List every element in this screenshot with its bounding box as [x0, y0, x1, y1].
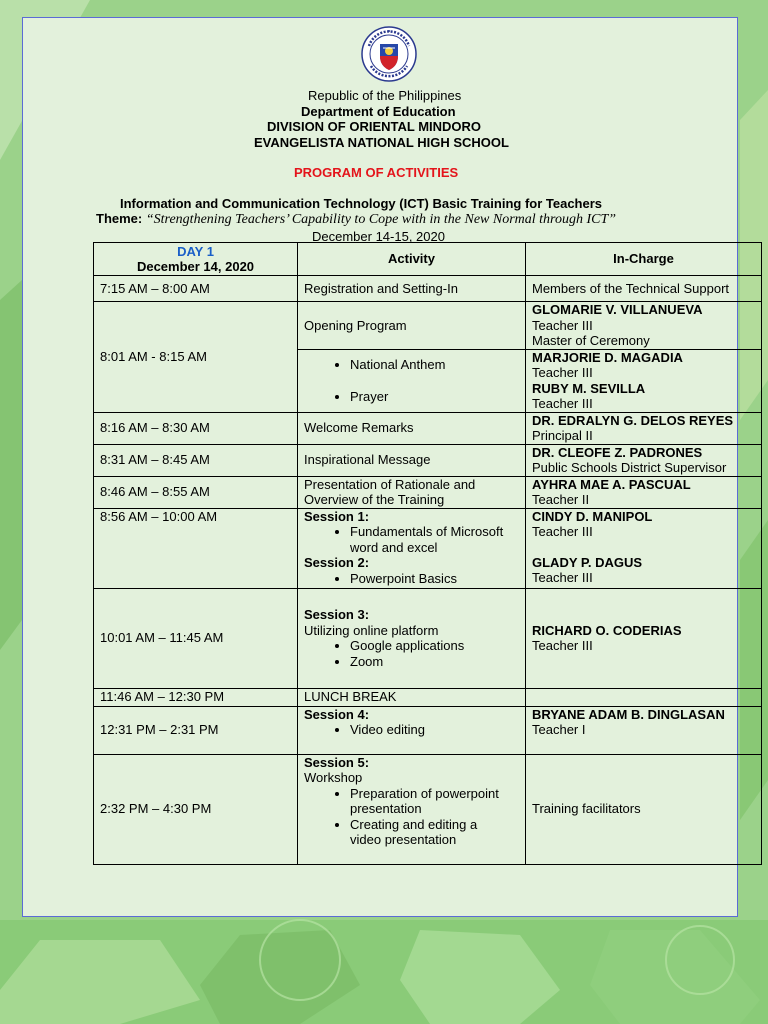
time-cell: 8:56 AM – 10:00 AM: [94, 508, 298, 588]
session-items: [304, 638, 519, 669]
incharge-cell: [526, 508, 762, 588]
table-row: [94, 754, 762, 864]
time-cell: 8:46 AM – 8:55 AM: [94, 476, 298, 508]
activity-cell: Opening Program: [298, 302, 526, 350]
incharge-position: Teacher III: [532, 365, 593, 380]
incharge-cell: [526, 476, 762, 508]
incharge-name: RICHARD O. CODERIAS: [532, 622, 682, 638]
incharge-name: AYHRA MAE A. PASCUAL: [532, 476, 691, 492]
activity-cell: [298, 588, 526, 688]
session-item: • Google applications: [350, 638, 519, 654]
incharge-position: Public Schools District Supervisor: [532, 460, 727, 475]
incharge-name: CINDY D. MANIPOL: [532, 508, 653, 524]
incharge-cell: [526, 302, 762, 350]
incharge-name: MARJORIE D. MAGADIA: [532, 349, 683, 365]
session-title: Session 1:: [304, 508, 370, 524]
incharge-name: DR. EDRALYN G. DELOS REYES: [532, 412, 734, 428]
incharge-cell: Members of the Technical Support: [526, 276, 762, 302]
session-items: [304, 571, 519, 587]
incharge-cell: Training facilitators: [526, 754, 762, 864]
incharge-cell: [526, 412, 762, 444]
incharge-name: RUBY M. SEVILLA: [532, 380, 646, 396]
activity-line: Overview of the Training: [304, 492, 445, 507]
activity-cell: Inspirational Message: [298, 444, 526, 476]
bullet-prayer: • Prayer: [350, 389, 519, 405]
activity-cell: [298, 508, 526, 588]
time-cell: 11:46 AM – 12:30 PM: [94, 688, 298, 706]
incharge-role: Master of Ceremony: [532, 333, 650, 348]
program-table: [93, 242, 762, 865]
activity-cell: Registration and Setting-In: [298, 276, 526, 302]
incharge-position: Principal II: [532, 428, 593, 443]
training-dates: December 14-15, 2020: [312, 229, 445, 244]
session-title: Session 3:: [304, 607, 370, 622]
activity-line: Presentation of Rationale and: [304, 476, 476, 492]
header-school: EVANGELISTA NATIONAL HIGH SCHOOL: [254, 135, 509, 150]
day-date: December 14, 2020: [136, 259, 255, 274]
activity-cell: LUNCH BREAK: [298, 688, 526, 706]
incharge-cell: [526, 349, 762, 412]
time-cell: 10:01 AM – 11:45 AM: [94, 588, 298, 688]
incharge-name: BRYANE ADAM B. DINGLASAN: [532, 706, 725, 722]
incharge-cell: [526, 706, 762, 754]
table-row: [94, 302, 762, 350]
activity-cell: Welcome Remarks: [298, 412, 526, 444]
header-department: Department of Education: [301, 104, 456, 119]
incharge-position: Teacher I: [532, 722, 586, 737]
session-title: Session 5:: [304, 754, 370, 770]
time-cell: 12:31 PM – 2:31 PM: [94, 706, 298, 754]
session-item: • Preparation of powerpoint presentation: [350, 786, 519, 817]
time-cell: 2:32 PM – 4:30 PM: [94, 754, 298, 864]
session-items: [304, 722, 519, 738]
column-header-activity: Activity: [298, 243, 526, 276]
incharge-position: Teacher III: [532, 570, 593, 585]
column-header-incharge: In-Charge: [526, 243, 762, 276]
incharge-name: DR. CLEOFE Z. PADRONES: [532, 444, 703, 460]
deped-seal-logo: [361, 26, 417, 82]
session-items: [304, 524, 519, 555]
time-cell: 8:31 AM – 8:45 AM: [94, 444, 298, 476]
bullet-national-anthem: • National Anthem: [350, 357, 519, 373]
session-item: • Creating and editing a video presentation: [350, 817, 519, 848]
incharge-name: GLOMARIE V. VILLANUEVA: [532, 302, 703, 317]
header-republic: Republic of the Philippines: [308, 88, 462, 103]
session-item: • Fundamentals of Microsoft word and excel: [350, 524, 519, 555]
session-subtitle: Workshop: [304, 770, 363, 785]
incharge-cell: [526, 444, 762, 476]
table-row: [94, 276, 762, 302]
table-row: [94, 444, 762, 476]
time-cell: 8:16 AM – 8:30 AM: [94, 412, 298, 444]
program-title: PROGRAM OF ACTIVITIES: [294, 165, 459, 180]
table-row: [94, 476, 762, 508]
table-header-row: [94, 243, 762, 276]
theme-label: Theme:: [96, 211, 143, 226]
incharge-cell: [526, 688, 762, 706]
session-items: [304, 786, 519, 848]
table-row: [94, 688, 762, 706]
incharge-cell: [526, 588, 762, 688]
session-title: Session 2:: [304, 555, 370, 570]
table-row: [94, 588, 762, 688]
activity-bullet-list: [304, 357, 519, 404]
incharge-position: Teacher III: [532, 396, 593, 411]
time-cell: 7:15 AM – 8:00 AM: [94, 276, 298, 302]
header-division: DIVISION OF ORIENTAL MINDORO: [267, 119, 482, 134]
session-item: • Zoom: [350, 654, 519, 670]
session-item: • Powerpoint Basics: [350, 571, 519, 587]
theme-text: “Strengthening Teachers’ Capability to Cope with in the New Normal through ICT”: [145, 212, 617, 227]
incharge-position: Teacher III: [532, 317, 593, 333]
session-subtitle: Utilizing online platform: [304, 622, 439, 638]
incharge-name: GLADY P. DAGUS: [532, 554, 643, 570]
incharge-position: Teacher III: [532, 524, 593, 539]
incharge-position: Teacher II: [532, 492, 590, 507]
activity-cell: [298, 754, 526, 864]
time-cell: 8:01 AM - 8:15 AM: [94, 302, 298, 413]
day-label: DAY 1: [177, 243, 214, 259]
activity-cell: [298, 476, 526, 508]
activity-cell: [298, 706, 526, 754]
session-item: • Video editing: [350, 722, 519, 738]
table-row: [94, 508, 762, 588]
table-row: [94, 412, 762, 444]
incharge-position: Teacher III: [532, 638, 593, 653]
session-title: Session 4:: [304, 706, 370, 722]
training-title: Information and Communication Technology (ICT) Basic Training for Teachers: [120, 196, 603, 211]
table-row: [94, 706, 762, 754]
activity-cell: [298, 349, 526, 412]
